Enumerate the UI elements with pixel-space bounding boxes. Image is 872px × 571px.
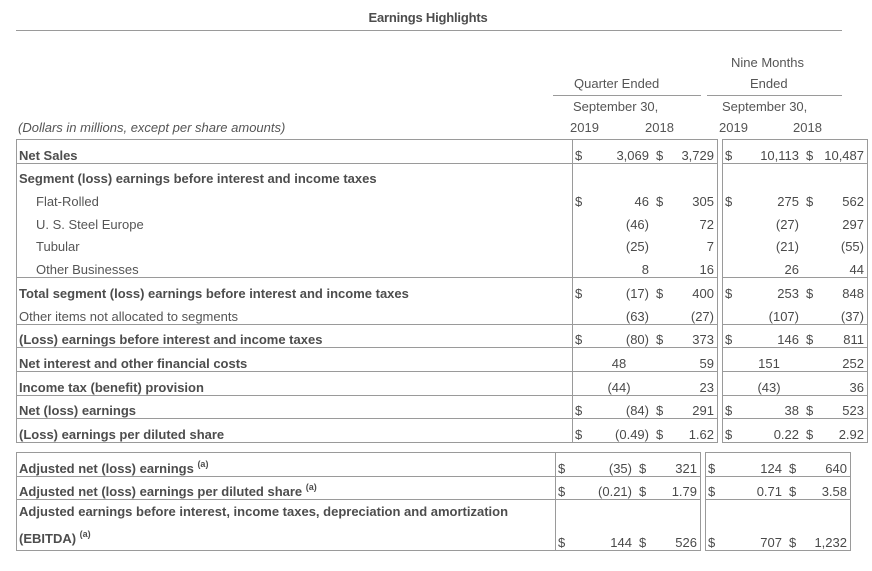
table-row-net-interest bbox=[17, 348, 868, 372]
value-n2019: 10,113 bbox=[739, 140, 802, 164]
row-label: U. S. Steel Europe bbox=[17, 209, 573, 232]
footnote-marker: (a) bbox=[197, 458, 209, 469]
value-q2018: 321 bbox=[657, 453, 701, 477]
value-q2018: 7 bbox=[674, 232, 718, 255]
value-n2019: 151 bbox=[739, 348, 802, 372]
currency-symbol: $ bbox=[785, 476, 807, 500]
nine-months-header-line2: Ended bbox=[750, 76, 788, 91]
nine-months-header-rule bbox=[707, 95, 842, 96]
value-q2019: 3,069 bbox=[589, 140, 652, 164]
value-n2019: 0.71 bbox=[722, 476, 785, 500]
value-n2019: 38 bbox=[739, 395, 802, 419]
currency-symbol: $ bbox=[802, 278, 824, 301]
currency-symbol: $ bbox=[785, 500, 807, 551]
value-n2019: 253 bbox=[739, 278, 802, 301]
value-n2018: 811 bbox=[824, 324, 868, 348]
currency-symbol: $ bbox=[802, 324, 824, 348]
value-q2018: 291 bbox=[674, 395, 718, 419]
value-n2018: (37) bbox=[824, 301, 868, 324]
value-n2018: 1,232 bbox=[807, 500, 851, 551]
value-q2018: 23 bbox=[674, 371, 718, 395]
currency-symbol: $ bbox=[802, 395, 824, 419]
row-label: (Loss) earnings per diluted share bbox=[17, 419, 573, 443]
row-label: Other items not allocated to segments bbox=[17, 301, 573, 324]
value-q2019: (0.49) bbox=[589, 419, 652, 443]
value-n2018: 297 bbox=[824, 209, 868, 232]
table-row-loss-before-interest bbox=[17, 324, 868, 348]
currency-symbol: $ bbox=[635, 500, 657, 551]
currency-symbol: $ bbox=[573, 419, 590, 443]
currency-symbol: $ bbox=[706, 500, 723, 551]
quarter-date-header: September 30, bbox=[573, 99, 659, 114]
table-row-adjusted-eps bbox=[17, 476, 851, 500]
table-row-tubular bbox=[17, 232, 868, 255]
currency-symbol: $ bbox=[785, 453, 807, 477]
table-row-eps bbox=[17, 419, 868, 443]
value-q2018: 400 bbox=[674, 278, 718, 301]
value-n2019: (21) bbox=[775, 239, 799, 255]
currency-symbol: $ bbox=[635, 453, 657, 477]
footnote-marker: (a) bbox=[305, 482, 317, 493]
value-q2018: 373 bbox=[674, 324, 718, 348]
currency-symbol: $ bbox=[723, 324, 740, 348]
currency-symbol: $ bbox=[556, 453, 573, 477]
value-n2019: 26 bbox=[784, 262, 799, 278]
year-header-q2018: 2018 bbox=[645, 120, 674, 135]
currency-symbol: $ bbox=[652, 278, 674, 301]
row-label: Net (loss) earnings bbox=[17, 395, 573, 419]
row-label: Other Businesses bbox=[17, 254, 573, 277]
table-row-segment-header bbox=[17, 163, 868, 186]
row-label: Adjusted net (loss) earnings per diluted share $^{(a)}$ bbox=[17, 476, 556, 500]
currency-symbol: $ bbox=[723, 395, 740, 419]
table-row-flat-rolled bbox=[17, 186, 868, 209]
quarter-ended-header: Quarter Ended bbox=[574, 76, 660, 91]
currency-symbol: $ bbox=[706, 453, 723, 477]
value-q2019: 144 bbox=[572, 500, 635, 551]
row-label: Total segment (loss) earnings before interest and income taxes bbox=[17, 278, 573, 301]
value-n2019: 275 bbox=[777, 194, 799, 210]
currency-symbol: $ bbox=[652, 140, 674, 164]
value-n2019: (107) bbox=[739, 301, 802, 324]
currency-symbol: $ bbox=[806, 194, 814, 210]
row-label: Income tax (benefit) provision bbox=[17, 371, 573, 395]
currency-symbol: $ bbox=[723, 278, 740, 301]
value-n2018: 10,487 bbox=[824, 140, 868, 164]
currency-symbol: $ bbox=[652, 395, 674, 419]
value-n2019: 707 bbox=[722, 500, 785, 551]
value-q2019: (17) bbox=[589, 278, 652, 301]
value-n2018: 640 bbox=[807, 453, 851, 477]
value-q2019: (84) bbox=[589, 395, 652, 419]
currency-symbol: $ bbox=[573, 186, 590, 209]
value-n2019: 124 bbox=[722, 453, 785, 477]
currency-symbol: $ bbox=[635, 476, 657, 500]
value-n2019: 0.22 bbox=[739, 419, 802, 443]
value-n2018: 36 bbox=[824, 371, 868, 395]
value-q2019: (25) bbox=[625, 239, 649, 255]
earnings-table bbox=[16, 139, 868, 443]
value-q2019: (46) bbox=[625, 216, 649, 232]
table-row-adjusted-net-earnings bbox=[17, 453, 851, 477]
row-label: Net Sales bbox=[17, 140, 573, 164]
value-q2018: 526 bbox=[657, 500, 701, 551]
value-n2018: 848 bbox=[824, 278, 868, 301]
row-label: Adjusted earnings before interest, income taxes, depreciation and amortization (EBITDA) $^{(a)}$ bbox=[17, 500, 556, 551]
value-q2018: 16 bbox=[674, 254, 718, 277]
value-q2018: 72 bbox=[674, 209, 718, 232]
currency-symbol: $ bbox=[723, 186, 740, 209]
currency-symbol: $ bbox=[802, 419, 824, 443]
title-divider bbox=[16, 30, 842, 31]
row-label: Adjusted net (loss) earnings $^{(a)}$ bbox=[17, 453, 556, 477]
table-row-net-sales bbox=[17, 140, 868, 164]
value-n2018: 3.58 bbox=[807, 476, 851, 500]
row-label: Segment (loss) earnings before interest and income taxes bbox=[17, 163, 573, 186]
table-row-other-businesses bbox=[17, 254, 868, 277]
footnote-marker: (a) bbox=[79, 529, 91, 540]
table-row-other-items bbox=[17, 301, 868, 324]
value-q2018: (27) bbox=[674, 301, 718, 324]
value-q2019: (0.21) bbox=[572, 476, 635, 500]
value-n2018: 2.92 bbox=[824, 419, 868, 443]
value-q2018: 59 bbox=[674, 348, 718, 372]
value-n2018: 523 bbox=[824, 395, 868, 419]
value-q2019: (63) bbox=[589, 301, 652, 324]
value-n2019: (27) bbox=[775, 216, 799, 232]
currency-symbol: $ bbox=[573, 140, 590, 164]
year-header-q2019: 2019 bbox=[570, 120, 599, 135]
value-q2019: (44) bbox=[589, 371, 652, 395]
value-q2019: (35) bbox=[572, 453, 635, 477]
quarter-header-rule bbox=[553, 95, 701, 96]
currency-symbol: $ bbox=[573, 278, 590, 301]
value-q2018: 305 bbox=[674, 186, 718, 209]
value-n2018: 44 bbox=[824, 254, 868, 277]
year-header-n2019: 2019 bbox=[719, 120, 748, 135]
table-row-income-tax bbox=[17, 371, 868, 395]
nine-months-date-header: September 30, bbox=[722, 99, 808, 114]
currency-symbol: $ bbox=[802, 140, 824, 164]
value-q2019: (80) bbox=[589, 324, 652, 348]
currency-symbol: $ bbox=[573, 395, 590, 419]
currency-symbol: $ bbox=[706, 476, 723, 500]
currency-symbol: $ bbox=[656, 194, 664, 210]
value-q2018: 3,729 bbox=[674, 140, 718, 164]
value-q2019: 8 bbox=[641, 262, 649, 278]
currency-symbol: $ bbox=[723, 140, 740, 164]
currency-symbol: $ bbox=[652, 419, 674, 443]
value-n2018: 562 bbox=[824, 186, 868, 209]
table-row-adjusted-ebitda bbox=[17, 500, 851, 551]
value-q2018: 1.62 bbox=[674, 419, 718, 443]
value-n2019: 146 bbox=[739, 324, 802, 348]
nine-months-header-line1: Nine Months bbox=[731, 55, 804, 70]
value-q2019: 48 bbox=[589, 348, 652, 372]
units-note: (Dollars in millions, except per share amounts) bbox=[18, 120, 286, 135]
table-row-net-earnings bbox=[17, 395, 868, 419]
value-n2019: (43) bbox=[739, 371, 802, 395]
currency-symbol: $ bbox=[556, 500, 573, 551]
value-n2018: 252 bbox=[824, 348, 868, 372]
adjusted-metrics-table bbox=[16, 452, 851, 551]
value-q2019: 46 bbox=[634, 194, 649, 210]
value-q2018: 1.79 bbox=[657, 476, 701, 500]
table-row-total-segment bbox=[17, 278, 868, 301]
currency-symbol: $ bbox=[652, 324, 674, 348]
currency-symbol: $ bbox=[573, 324, 590, 348]
row-label: (Loss) earnings before interest and income taxes bbox=[17, 324, 573, 348]
currency-symbol: $ bbox=[556, 476, 573, 500]
page-title: Earnings Highlights bbox=[368, 10, 488, 25]
year-header-n2018: 2018 bbox=[793, 120, 822, 135]
row-label: Net interest and other financial costs bbox=[17, 348, 573, 372]
table-row-us-steel-europe bbox=[17, 209, 868, 232]
currency-symbol: $ bbox=[723, 419, 740, 443]
row-label: Flat-Rolled bbox=[17, 186, 573, 209]
value-n2018: (55) bbox=[824, 232, 868, 255]
row-label: Tubular bbox=[17, 232, 573, 255]
